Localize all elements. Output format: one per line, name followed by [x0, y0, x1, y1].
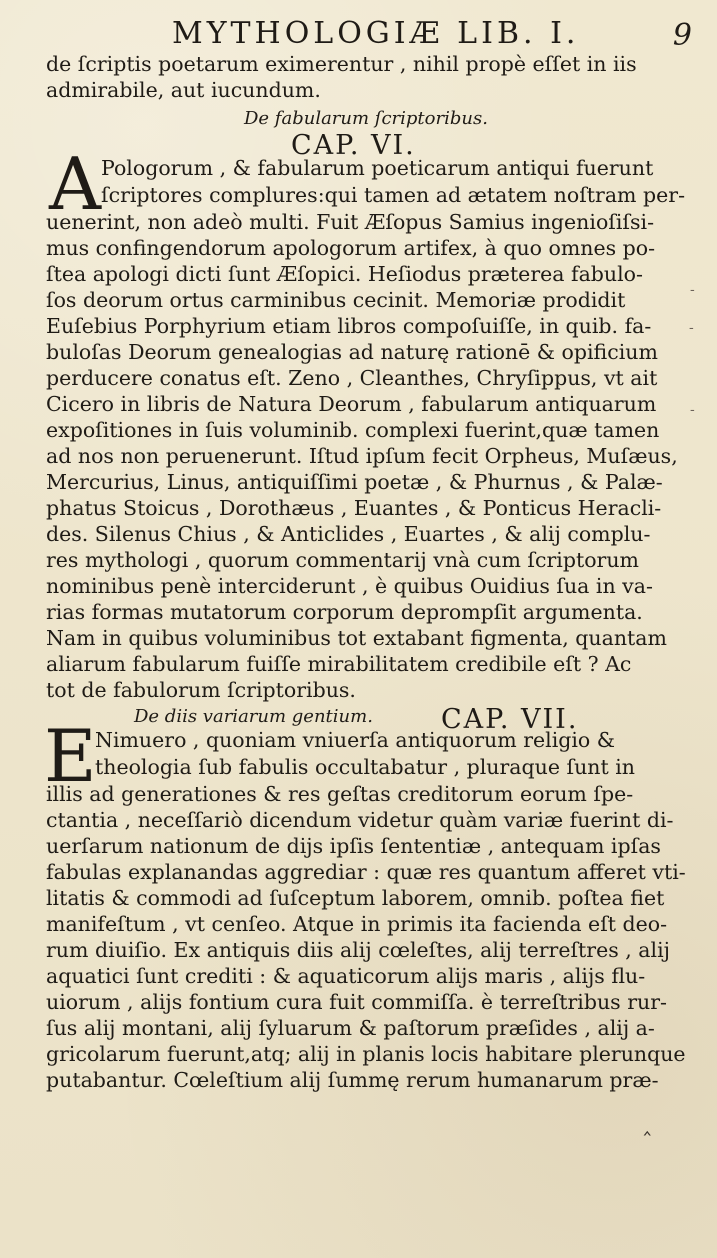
margin-mark: - [690, 282, 695, 298]
chapter-vi-line-18: rias formas mutatorum corporum deprompſit argumenta. [46, 600, 643, 624]
chapter-vii-line-12: ſus alij montani, alij ſyluarum & paſtorum præſides , alij a- [46, 1016, 655, 1040]
chapter-vii-line-8: manifeſtum , vt cenſeo. Atque in primis ita facienda eſt deo- [46, 912, 668, 936]
chapter-label-vii: CAP. VII. [441, 704, 579, 735]
opening-line-2: admirabile, aut iucundum. [46, 78, 321, 102]
chapter-vi-line-1: Pologorum , & fabularum poeticarum antiqui fuerunt [101, 156, 654, 180]
dropcap-a: A [49, 142, 101, 226]
chapter-vii-line-5: uerſarum nationum de dijs ipſis ſententiæ , antequam ipſas [46, 834, 661, 858]
chapter-vi-line-10: Cicero in libris de Natura Deorum , fabularum antiquarum [46, 392, 657, 416]
running-title: MYTHOLOGIÆ LIB. I. [172, 16, 580, 51]
page-number: 9 [672, 18, 692, 53]
margin-mark: - [689, 320, 694, 336]
chapter-vi-line-17: nominibus penè interciderunt , è quibus Ouidius ſua in va- [46, 574, 653, 598]
chapter-vi-line-8: buloſas Deorum genealogias ad naturę rationē & opificium [46, 340, 658, 364]
chapter-vii-line-4: ctantia , neceſſariò dicendum videtur quàm variæ fuerint di- [46, 808, 674, 832]
section-heading-vi: De fabularum ſcriptoribus. [244, 108, 488, 129]
page-header [172, 16, 692, 53]
chapter-vii-line-1: Nimuero , quoniam vniuerſa antiquorum religio & [95, 728, 616, 752]
chapter-vi-line-2: ſcriptores complures:qui tamen ad ætatem noſtram per- [101, 183, 685, 207]
chapter-vii-line-11: uiorum , alijs fontium cura fuit commiſſa. è terreſtribus rur- [46, 990, 667, 1014]
chapter-vi-line-13: Mercurius, Linus, antiquiſſimi poetæ , & Phurnus , & Palæ- [46, 470, 663, 494]
catchword-mark: ‸ [643, 1111, 651, 1136]
chapter-vii-line-13: gricolarum fuerunt,atq; alij in planis locis habitare plerunque [46, 1042, 686, 1066]
chapter-vi-line-6: ſos deorum ortus carminibus cecinit. Memoriæ prodidit [46, 288, 626, 312]
chapter-vi-line-11: expoſitiones in ſuis voluminib. complexi fuerint,quæ tamen [46, 418, 660, 442]
chapter-vii-line-10: aquatici ſunt crediti : & aquaticorum alijs maris , alijs flu- [46, 964, 646, 988]
chapter-vi-line-3: uenerint, non adeò multi. Fuit Æſopus Samius ingenioſiſsi- [46, 210, 655, 234]
chapter-vi-line-4: mus confingendorum apologorum artifex, à quo omnes po- [46, 236, 656, 260]
chapter-vi-line-12: ad nos non peruenerunt. Iſtud ipſum fecit Orpheus, Muſæus, [46, 444, 678, 468]
chapter-vi-line-21: tot de fabulorum ſcriptoribus. [46, 678, 356, 702]
section-heading-vii: De diis variarum gentium. [134, 706, 373, 727]
opening-line-1: de ſcriptis poetarum eximerentur , nihil propè eſſet in iis [46, 52, 637, 76]
chapter-vii-line-9: rum diuiſio. Ex antiquis diis alij cœleſtes, alij terreſtres , alij [46, 938, 670, 962]
chapter-vii-line-3: illis ad generationes & res geſtas creditorum eorum ſpe- [46, 782, 634, 806]
chapter-vi-line-15: des. Silenus Chius , & Anticlides , Euartes , & alij complu- [46, 522, 651, 546]
chapter-vi-line-19: Nam in quibus voluminibus tot extabant figmenta, quantam [46, 626, 667, 650]
chapter-vi-line-7: Euſebius Porphyrium etiam libros compoſuiſſe, in quib. fa- [46, 314, 652, 338]
chapter-vii-line-2: theologia ſub fabulis occultabatur , pluraque ſunt in [95, 755, 635, 779]
chapter-vi-line-16: res mythologi , quorum commentarij vnà cum ſcriptorum [46, 548, 639, 572]
chapter-vi-line-5: ſtea apologi dicti ſunt Æſopici. Heſiodus præterea fabulo- [46, 262, 643, 286]
margin-mark: - [690, 402, 695, 418]
chapter-vii-line-7: litatis & commodi ad ſuſceptum laborem, omnib. poſtea fiet [46, 886, 665, 910]
chapter-vii-line-14: putabantur. Cœleſtium alij ſummę rerum humanarum præ- [46, 1068, 659, 1092]
dropcap-e: E [44, 714, 97, 798]
chapter-vi-line-9: perducere conatus eſt. Zeno , Cleanthes, Chryſippus, vt ait [46, 366, 658, 390]
chapter-label-vi: CAP. VI. [291, 130, 416, 161]
chapter-vii-line-6: fabulas explanandas aggrediar : quæ res quantum afferet vti- [46, 860, 686, 884]
chapter-vi-line-20: aliarum fabularum fuiſſe mirabilitatem credibile eſt ? Ac [46, 652, 632, 676]
chapter-vi-line-14: phatus Stoicus , Dorothæus , Euantes , & Ponticus Heracli- [46, 496, 662, 520]
